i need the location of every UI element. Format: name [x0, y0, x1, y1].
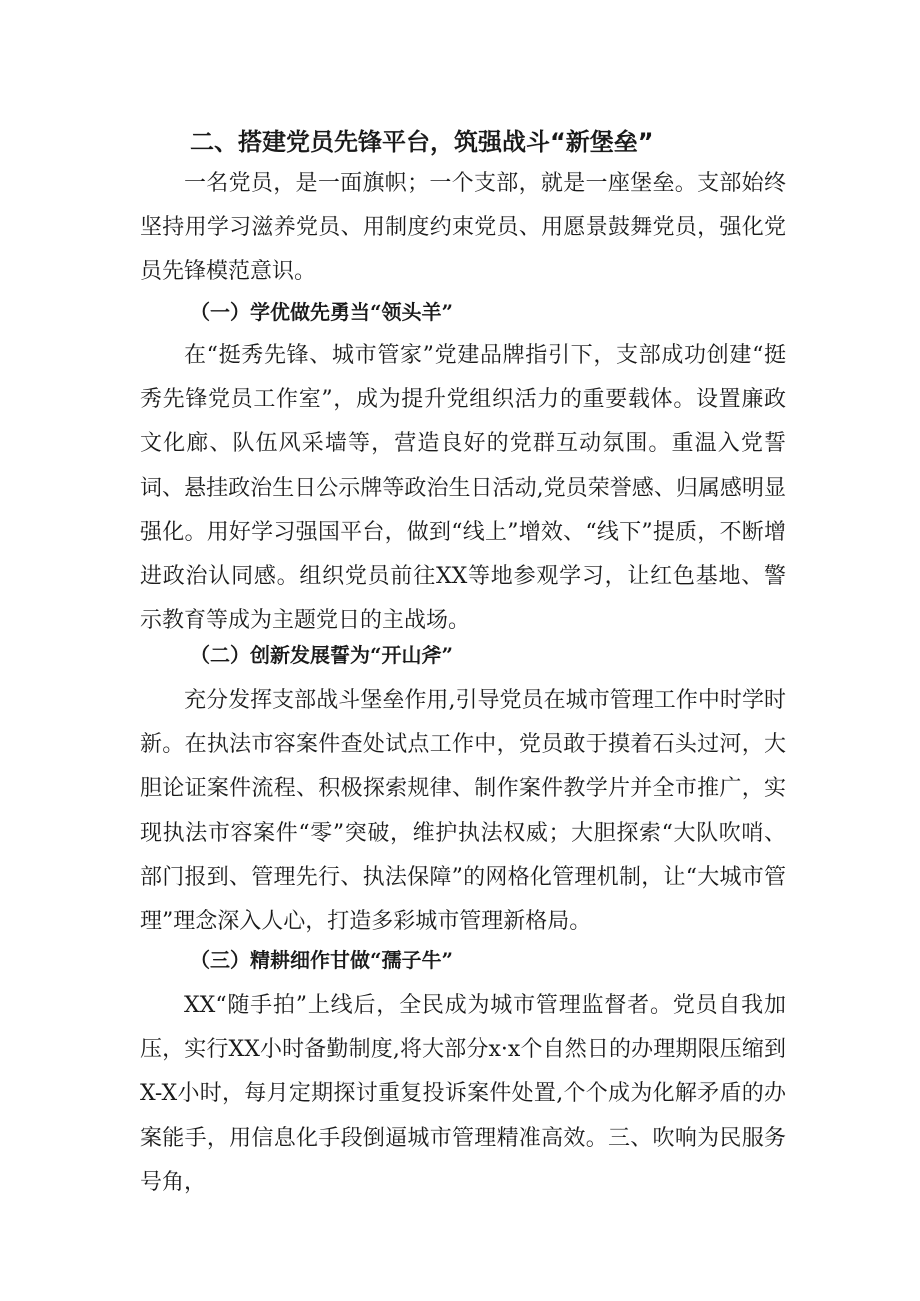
- subheading-1: （一）学优做先勇当“领头羊”: [190, 300, 454, 324]
- body-paragraph-3: XX“随手拍”上线后，全民成为城市管理监督者。党员自我加压，实行XX小时备勤制度,将大部分x·x个自然日的办理期限压缩到X-X小时，每月定期探讨重复投诉案件处置,个个成为化解矛盾的办案能手，用信息化手段倒逼城市管理精准高效。三、吹响为民服务号角，: [140, 993, 786, 1195]
- body-paragraph-1: 在“挺秀先锋、城市管家”党建品牌指引下，支部成功创建“挺秀先锋党员工作室”，成为提升党组织活力的重要载体。设置廉政文化廊、队伍风采墙等，营造良好的党群互动氛围。重温入党誓词、悬挂政治生日公示牌等政治生日活动,党员荣誉感、归属感明显强化。用好学习强国平台，做到“线上”增效、“线下”提质，不断增进政治认同感。组织党员前往XX等地参观学习，让红色基地、警示教育等成为主题党日的主战场。: [140, 343, 786, 634]
- body-paragraph-2: 充分发挥支部战斗堡垒作用,引导党员在城市管理工作中时学时新。在执法市容案件查处试点工作中，党员敢于摸着石头过河，大胆论证案件流程、积极探索规律、制作案件教学片并全市推广，实现执法市容案件“零”突破，维护执法权威；大胆探索“大队吹哨、部门报到、管理先行、执法保障”的网格化管理机制，让“大城市管理”理念深入人心，打造多彩城市管理新格局。: [140, 688, 786, 935]
- intro-paragraph: 一名党员，是一面旗帜；一个支部，就是一座堡垒。支部始终坚持用学习滋养党员、用制度约束党员、用愿景鼓舞党员，强化党员先锋模范意识。: [140, 171, 786, 285]
- section-heading: 二、搭建党员先锋平台，筑强战斗“新堡垒”: [190, 128, 654, 156]
- subheading-3: （三）精耕细作甘做“孺子牛”: [190, 948, 454, 972]
- subheading-2: （二）创新发展誓为“开山斧”: [190, 643, 454, 667]
